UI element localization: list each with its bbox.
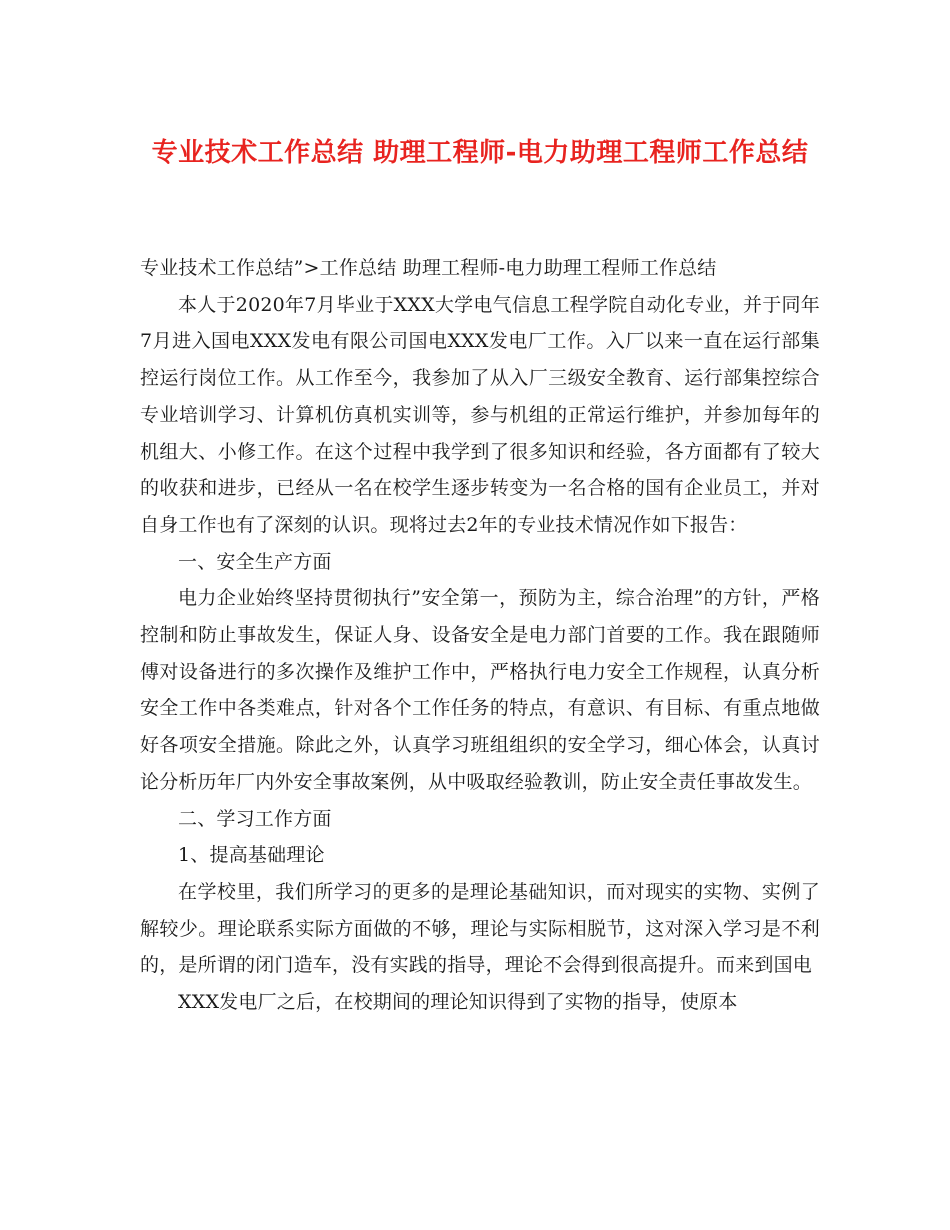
paragraph-intro: 本人于2020年7月毕业于XXX大学电气信息工程学院自动化专业，并于同年7月进入国电XXX发电有限公司国电XXX发电厂工作。入厂以来一直在运行部集控运行岗位工作。从工作至今，我参加了从入厂三级安全教育、运行部集控综合专业培训学习、计算机仿真机实训等，参与机组的正常运行维护，并参加每年的机组大、小修工作。在这个过程中我学到了很多知识和经验，各方面都有了较大的收获和进步，已经从一名在校学生逐步转变为一名合格的国有企业员工，并对自身工作也有了深刻的认识。现将过去2年的专业技术情况作如下报告： — [140, 293, 820, 536]
paragraph-plant: XXX发电厂之后，在校期间的理论知识得到了实物的指导，使原本 — [178, 991, 738, 1014]
paragraph-safety: 电力企业始终坚持贯彻执行”安全第一，预防为主，综合治理”的方针，严格控制和防止事故发生，保证人身、设备安全是电力部门首要的工作。我在跟随师傅对设备进行的多次操作及维护工作中，严格执行电力安全工作规程，认真分析安全工作中各类难点，针对各个工作任务的特点，有意识、有目标、有重点地做好各项安全措施。除此之外，认真学习班组组织的安全学习，细心体会，认真讨论分析历年厂内外安全事故案例，从中吸取经验教训，防止安全责任事故发生。 — [140, 587, 820, 793]
document-title: 专业技术工作总结 助理工程师-电力助理工程师工作总结 — [151, 138, 809, 168]
paragraph-theory: 在学校里，我们所学习的更多的是理论基础知识，而对现实的实物、实例了解较少。理论联系实际方面做的不够，理论与实际相脱节，这对深入学习是不利的，是所谓的闭门造车，没有实践的指导，理论不会得到很高提升。而来到国电 — [140, 880, 820, 977]
section-heading-safety: 一、安全生产方面 — [178, 550, 332, 573]
section-heading-study: 二、学习工作方面 — [178, 807, 332, 830]
subsection-heading-theory: 1、提高基础理论 — [178, 844, 325, 867]
document-body — [140, 250, 820, 1021]
paragraph-breadcrumb-line: 专业技术工作总结”>工作总结 助理工程师-电力助理工程师工作总结 — [140, 257, 717, 279]
